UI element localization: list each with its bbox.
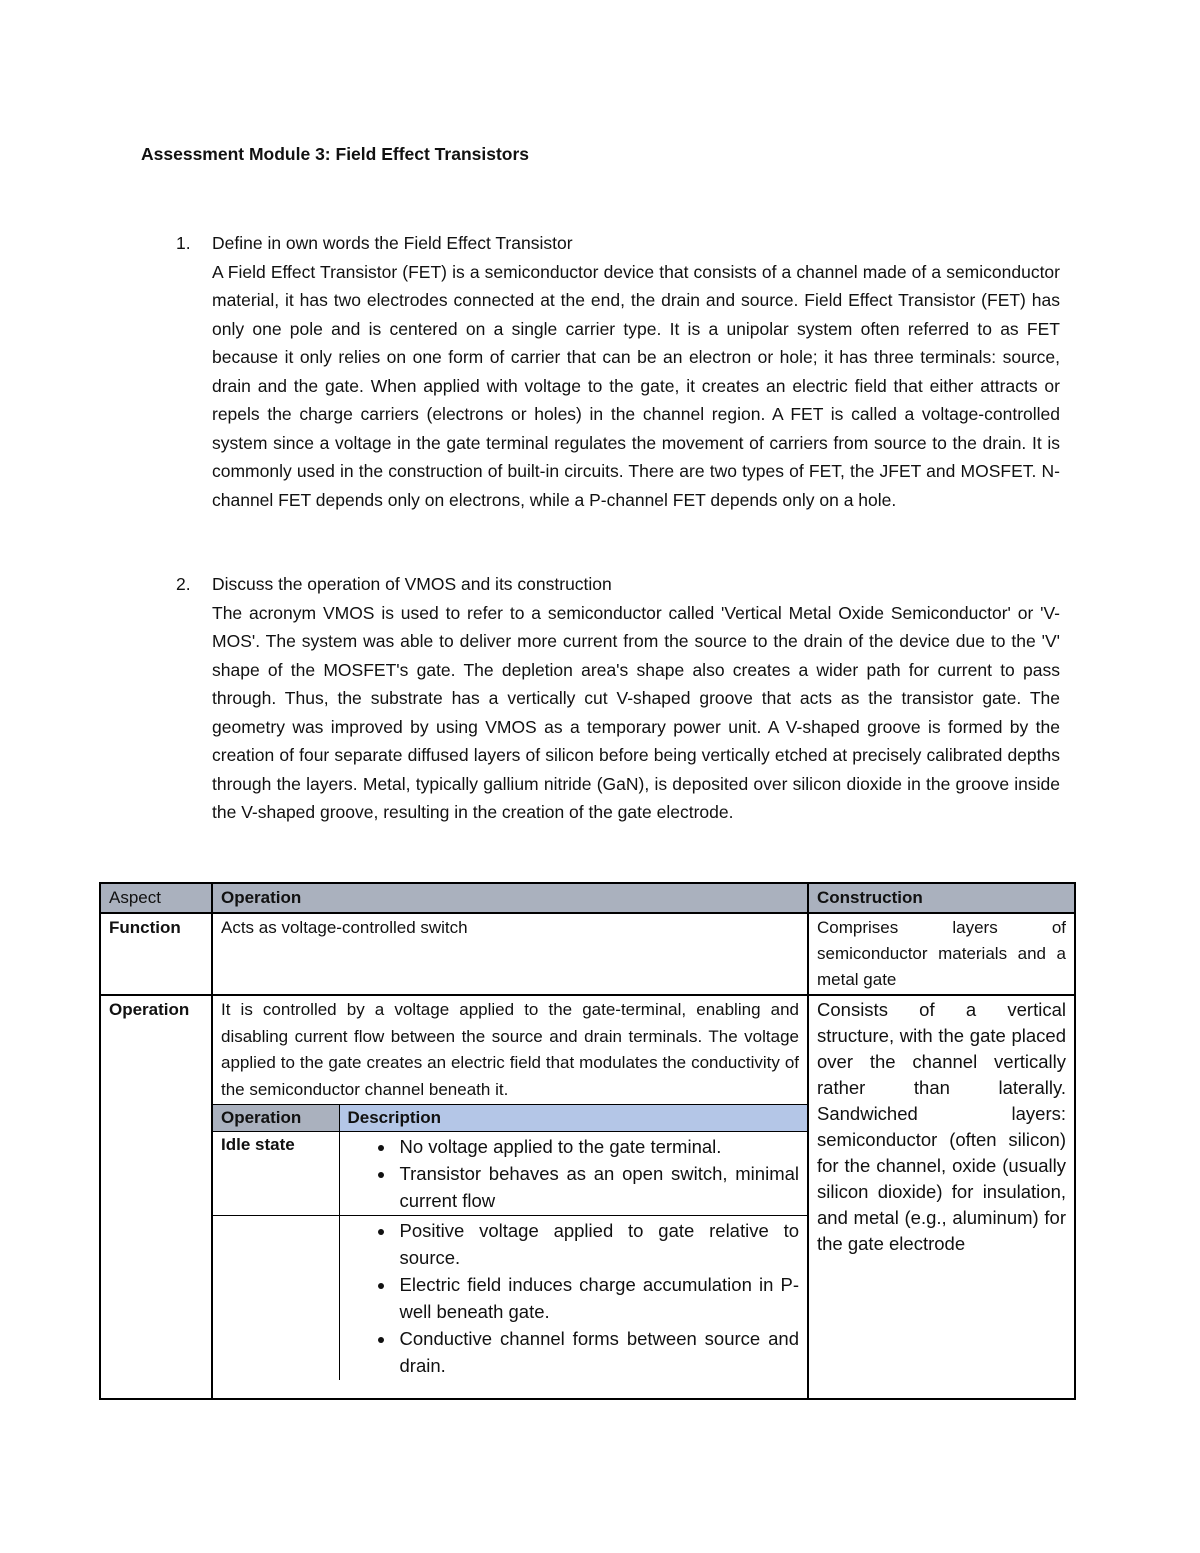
operation-construction-cell: Consists of a vertical structure, with the gate placed over the channel vertically rather than laterally. Sandwiched layers: semiconductor (often silicon) for the channel, oxide (usually silicon dioxide) for insulation, and metal (e.g., aluminum) for the gate electrode	[808, 995, 1075, 1399]
function-operation-cell: Acts as voltage-controlled switch	[212, 913, 808, 995]
question-prompt: Define in own words the Field Effect Transistor	[212, 233, 573, 253]
question-number: 1.	[176, 233, 191, 253]
header-aspect: Aspect	[100, 883, 212, 913]
question-answer: The acronym VMOS is used to refer to a semiconductor called 'Vertical Metal Oxide Semiconductor' or 'V-MOS'. The system was able to deliver more current from the source to the drain of the device due to the 'V' shape of the MOSFET's gate. The depletion area's shape also creates a wider path for current to pass through. Thus, the substrate has a vertically cut V-shaped groove that acts as the transistor gate. The geometry was improved by using VMOS as a temporary power unit. A V-shaped groove is formed by the creation of four separate diffused layers of silicon before being vertically etched at precisely calibrated depths through the layers. Metal, typically gallium nitride (GaN), is deposited over silicon dioxide in the groove inside the V-shaped groove, resulting in the creation of the gate electrode.	[212, 602, 1060, 822]
stage-label	[213, 1216, 339, 1381]
table-row-function	[100, 913, 1075, 995]
inner-header-row	[213, 1105, 807, 1132]
question-prompt: Discuss the operation of VMOS and its construction	[212, 574, 612, 594]
inner-row-idle	[213, 1132, 807, 1216]
function-construction-cell: Comprises layers of semiconductor materials and a metal gate	[808, 913, 1075, 995]
stage-description	[339, 1216, 807, 1381]
list-item: • Conductive channel forms between source and drain.	[396, 1325, 800, 1379]
inner-row-active	[213, 1216, 807, 1381]
list-item: • Electric field induces charge accumulation in P-well beneath gate.	[396, 1271, 800, 1325]
question-2	[176, 570, 1060, 827]
operation-states-table	[213, 1104, 807, 1380]
stage-description	[339, 1132, 807, 1216]
list-item: • Transistor behaves as an open switch, minimal current flow	[396, 1160, 800, 1214]
list-item: • Positive voltage applied to gate relative to source.	[396, 1217, 800, 1271]
inner-header-operation: Operation	[213, 1105, 339, 1132]
list-item: • No voltage applied to the gate terminal.	[396, 1133, 800, 1160]
question-1	[176, 229, 1060, 514]
document-title: Assessment Module 3: Field Effect Transistors	[141, 144, 530, 164]
table-row-operation	[100, 995, 1075, 1399]
question-number: 2.	[176, 574, 191, 594]
stage-label: Idle state	[213, 1132, 339, 1216]
operation-description: It is controlled by a voltage applied to the gate-terminal, enabling and disabling current flow between the source and drain terminals. The voltage applied to the gate creates an electric field that modulates the conductivity of the semiconductor channel beneath it.	[221, 1000, 799, 1099]
header-operation: Operation	[212, 883, 808, 913]
row-label-operation: Operation	[100, 995, 212, 1399]
vmos-comparison-table	[99, 882, 1076, 1400]
inner-header-description: Description	[339, 1105, 807, 1132]
row-label-function: Function	[100, 913, 212, 995]
question-answer: A Field Effect Transistor (FET) is a semiconductor device that consists of a channel made of a semiconductor material, it has two electrodes connected at the end, the drain and source. Field Effect Transistor (FET) has only one pole and is centered on a single carrier type. It is a unipolar system often referred to as FET because it only relies on one form of carrier that can be an electron or hole; it has three terminals: source, drain and the gate. When applied with voltage to the gate, it creates an electric field that either attracts or repels the charge carriers (electrons or holes) in the channel region. A FET is called a voltage-controlled system since a voltage in the gate terminal regulates the movement of carriers from source to the drain. It is commonly used in the construction of built-in circuits. There are two types of FET, the JFET and MOSFET. N-channel FET depends only on electrons, while a P-channel FET depends only on a hole.	[212, 261, 1060, 510]
table-header-row	[100, 883, 1075, 913]
operation-operation-cell	[212, 995, 808, 1399]
header-construction: Construction	[808, 883, 1075, 913]
